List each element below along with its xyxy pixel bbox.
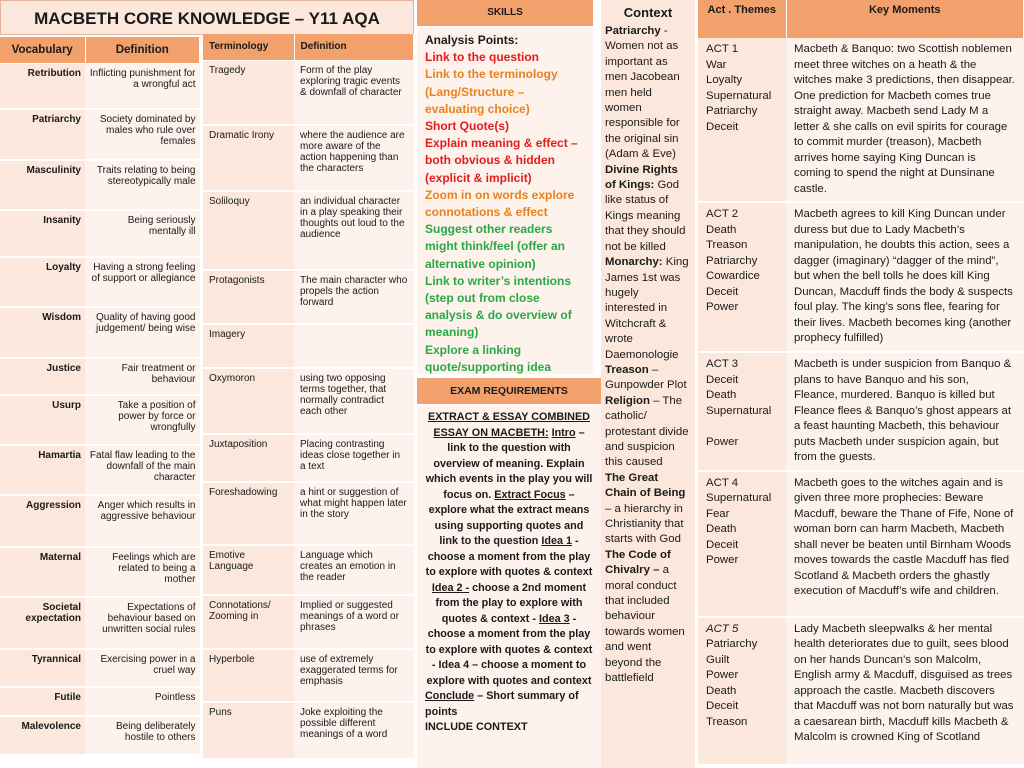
terminology-definition: a hint or suggestion of what might happen later in the story (294, 482, 414, 545)
act-label: ACT 1 (706, 43, 739, 55)
terminology-row (203, 191, 414, 270)
terminology-row (203, 545, 414, 595)
act-label: ACT 3 (706, 358, 739, 370)
terminology-definition: Form of the play exploring tragic events & downfall of character (294, 60, 414, 125)
context-item (605, 394, 691, 471)
vocabulary-definition: Traits relating to being stereotypically male (85, 160, 200, 210)
key-moment-text: Lady Macbeth sleepwalks & her mental health deteriorates due to guilt, sees blood on her hands Duncan’s son Malcolm, English army & Macduff, disguised as trees approach the castle. Macbeth discovers that Macduff was not born naturally but was a caesarean birth, Macduff kills Macbeth & Malcolm is crowned King of Scotland (786, 617, 1024, 765)
context-item (605, 471, 691, 548)
key-moment-row (698, 352, 1024, 471)
theme-label: Death (706, 523, 737, 535)
theme-label: Supernatural (706, 404, 772, 417)
terminology-term: Puns (203, 702, 294, 759)
context-label: The Code of Chivalry – (605, 548, 671, 577)
vocabulary-definition: Having a strong feeling of support or allegiance (85, 257, 200, 307)
terminology-definition: Implied or suggested meanings of a word or phrases (294, 595, 414, 649)
context-text: – The catholic/ protestant divide and suspicion this caused (605, 394, 689, 469)
vocabulary-header: Vocabulary (0, 37, 85, 63)
vocabulary-word: Loyalty (0, 257, 85, 307)
idea3-text: - choose a moment from the play to explore with quotes & context - Idea 4 – choose a moment to explore with quotes and context (425, 612, 593, 687)
theme-label: Power (706, 301, 739, 313)
vocabulary-definition: Pointless (85, 687, 200, 716)
context-label: Treason (605, 363, 649, 376)
context-panel (601, 0, 695, 768)
skill-point: Link to writer’s intentions (step out from close analysis & do overview of meaning) (425, 273, 572, 340)
theme-label: War (706, 58, 727, 71)
terminology-definition: Placing contrasting ideas close together in a text (294, 434, 414, 482)
vocabulary-definition: Take a position of power by force or wrongfully (85, 395, 200, 445)
context-label: Divine Rights of Kings: (605, 163, 678, 192)
vocabulary-word: Patriarchy (0, 109, 85, 160)
intro-label: Intro (551, 426, 576, 439)
key-moments-table (698, 0, 1024, 766)
key-moment-row (698, 471, 1024, 617)
skill-point: Link to the terminology (Lang/Structure – evaluating choice) (425, 67, 558, 116)
vocabulary-word: Maternal (0, 547, 85, 597)
act-label: ACT 4 (706, 476, 739, 489)
terminology-row (203, 368, 414, 434)
act-themes-cell (698, 352, 786, 471)
terminology-term: Connotations/ Zooming in (203, 595, 294, 649)
terminology-term: Oxymoron (203, 368, 294, 434)
vocabulary-row (0, 649, 200, 687)
terminology-term: Emotive Language (203, 545, 294, 595)
theme-label: Loyalty (706, 74, 743, 86)
vocabulary-definition: Inflicting punishment for a wrongful act (85, 63, 200, 109)
vocabulary-definition: Being seriously mentally ill (85, 210, 200, 257)
key-moment-row (698, 38, 1024, 202)
terminology-definition: Language which creates an emotion in the reader (294, 545, 414, 595)
conclude-label: Conclude (425, 690, 475, 702)
vocabulary-row (0, 495, 200, 547)
terminology-row (203, 125, 414, 191)
exam-requirements-header: EXAM REQUIREMENTS (417, 378, 601, 404)
context-text: – Gunpowder Plot (605, 363, 687, 392)
terminology-term: Protagonists (203, 270, 294, 324)
idea1-label: Idea 1 (541, 535, 572, 547)
act-themes-cell (698, 617, 786, 765)
theme-label: Treason (706, 715, 748, 728)
act-label: ACT 5 (706, 622, 739, 635)
vocabulary-row (0, 257, 200, 307)
context-label: Monarchy: (605, 256, 663, 269)
key-moment-row (698, 617, 1024, 765)
extract-label: Extract Focus (494, 488, 566, 501)
context-text: King James 1st was hugely interested in Witchcraft & wrote Daemonologie (605, 256, 689, 361)
context-item (605, 255, 691, 363)
vocabulary-row (0, 597, 200, 649)
terminology-definition: Joke exploiting the possible different meanings of a word (294, 702, 414, 759)
terminology-row (203, 434, 414, 482)
vocabulary-word: Masculinity (0, 160, 85, 210)
theme-label: Deceit (706, 373, 739, 386)
terminology-term: Dramatic Irony (203, 125, 294, 191)
idea3-label: Idea 3 (538, 612, 570, 625)
theme-label: Death (706, 223, 737, 236)
terminology-row (203, 270, 414, 324)
terminology-term: Juxtaposition (203, 434, 294, 482)
key-moments-header: Key Moments (786, 0, 1024, 38)
intro-text: – link to the question with overview of meaning. Explain which events in the play you will focus on. (425, 426, 593, 501)
theme-label: Deceit (706, 285, 739, 298)
theme-label: Death (706, 684, 737, 697)
key-moment-text: Macbeth agrees to kill King Duncan under duress but due to Lady Macbeth’s manipulation, he doubts this action, sees a dagger (imaginary) “dagger of the mind”, but when the bell tolls he does kill King Duncan, Macduff finds the body & suspects foul play. The king’s sons flee, fearing for their lives. Macbeth becomes king (another prophecy fulfilled) (786, 202, 1024, 352)
vocabulary-definition: Society dominated by males who rule over females (85, 109, 200, 160)
skills-panel (417, 28, 593, 374)
vocabulary-word: Retribution (0, 63, 85, 109)
key-moment-text: Macbeth goes to the witches again and is given three more prophecies: Beware Macduff, beware the Thane of Fife, None of woman born can harm Macbeth, Macbeth shall never be beaten until Birnham Woods moves towards the castle Macduff has fled Scotland & Macbeth orders the ghastly execution of Macduff’s wife and children. (786, 471, 1024, 617)
terminology-table (203, 34, 414, 760)
context-text: – a hierarchy in Christianity that starts with God (605, 502, 684, 546)
terminology-term: Tragedy (203, 60, 294, 125)
skill-point: Link to the question (425, 50, 539, 65)
vocabulary-row (0, 445, 200, 495)
vocabulary-row (0, 547, 200, 597)
theme-label: Cowardice (706, 270, 760, 282)
terminology-definition: The main character who propels the action forward (294, 270, 414, 324)
terminology-row (203, 482, 414, 545)
theme-label (706, 419, 778, 435)
act-themes-cell (698, 471, 786, 617)
vocabulary-table (0, 37, 200, 756)
theme-label: Power (706, 435, 739, 448)
idea2-label: Idea 2 - (431, 581, 470, 594)
act-themes-header: Act . Themes (698, 0, 786, 38)
skill-point: Explain meaning & effect – both obvious & hidden (explicit & implicit) (425, 136, 578, 185)
terminology-row (203, 649, 414, 702)
act-label: ACT 2 (706, 208, 739, 220)
vocabulary-definition: Fair treatment or behaviour (85, 358, 200, 395)
theme-label: Treason (706, 239, 748, 251)
terminology-row (203, 702, 414, 759)
vocabulary-word: Futile (0, 687, 85, 716)
theme-label: Deceit (706, 120, 739, 133)
vocabulary-row (0, 109, 200, 160)
vocabulary-word: Aggression (0, 495, 85, 547)
theme-label: Deceit (706, 700, 739, 712)
context-label: Religion (605, 394, 650, 407)
idea1-text: - choose a moment from the play to explore with quotes & context (425, 535, 593, 578)
exam-requirements-panel (417, 406, 601, 768)
terminology-term: Hyperbole (203, 649, 294, 702)
vocabulary-row (0, 160, 200, 210)
vocabulary-word: Societal expectation (0, 597, 85, 649)
context-item (605, 548, 691, 687)
vocabulary-row (0, 210, 200, 257)
extract-text: – explore what the extract means using supporting quotes and link to the question (428, 488, 590, 547)
theme-label: Supernatural (706, 492, 772, 504)
theme-label: Deceit (706, 538, 739, 551)
vocabulary-definition: Expectations of behaviour based on unwritten social rules (85, 597, 200, 649)
vocabulary-definition: Quality of having good judgement/ being wise (85, 307, 200, 358)
context-label: The Great Chain of Being (605, 471, 686, 500)
terminology-row (203, 324, 414, 368)
vocabulary-word: Insanity (0, 210, 85, 257)
vocabulary-row (0, 716, 200, 755)
include-context: INCLUDE CONTEXT (425, 721, 528, 733)
page-title: MACBETH CORE KNOWLEDGE – Y11 AQA (0, 0, 414, 35)
vocabulary-row (0, 395, 200, 445)
act-themes-cell (698, 202, 786, 352)
theme-label: Patriarchy (706, 105, 758, 117)
context-label: Patriarchy (605, 25, 661, 37)
vocabulary-word: Wisdom (0, 307, 85, 358)
vocabulary-definition: Exercising power in a cruel way (85, 649, 200, 687)
theme-label: Patriarchy (706, 638, 758, 650)
theme-label: Supernatural (706, 89, 772, 102)
terminology-definition (294, 324, 414, 368)
context-item (605, 363, 691, 394)
terminology-definition: use of extremely exaggerated terms for emphasis (294, 649, 414, 702)
context-item (605, 24, 691, 163)
vocabulary-row (0, 63, 200, 109)
vocabulary-definition-header: Definition (85, 37, 200, 63)
terminology-row (203, 595, 414, 649)
context-title: Context (623, 5, 673, 20)
vocabulary-definition: Feelings which are related to being a mother (85, 547, 200, 597)
vocabulary-row (0, 358, 200, 395)
theme-label: Power (706, 554, 739, 566)
terminology-definition: an individual character in a play speaking their thoughts out loud to the audience (294, 191, 414, 270)
skill-point: Explore a linking quote/supporting idea (425, 342, 551, 374)
theme-label: Guilt (706, 653, 730, 666)
exam-heading: EXTRACT & ESSAY COMBINED ESSAY ON MACBETH: (428, 411, 590, 439)
theme-label: Power (706, 669, 739, 681)
key-moment-text: Macbeth is under suspicion from Banquo & plans to have Banquo and his son, Fleance, murdered. Banquo is killed but Fleance flees & Banquo’s ghost appears at a feast haunting Macbeth, this behaviour puts Macbeth under suspicion again, but from the guests. (786, 352, 1024, 471)
context-text: God like status of Kings meaning that they should not be killed (605, 179, 686, 253)
theme-label: Death (706, 389, 737, 401)
terminology-header: Terminology (203, 34, 294, 60)
terminology-row (203, 60, 414, 125)
key-moment-text: Macbeth & Banquo: two Scottish noblemen meet three witches on a heath & the witches make 3 predictions, then disappear. One prediction for Macbeth comes true straight away. Macbeth send Lady M a letter & she calls on evil spirits for courage to commit murder (treason), Macbeth arrives home saying King Duncan is coming to spend the night at Dunsinane castle. (786, 38, 1024, 202)
theme-label: Fear (706, 507, 730, 520)
context-text: - Women not as important as men Jacobean men held women responsible for the original sin (Adam & Eve) (605, 25, 680, 161)
terminology-definition: using two opposing terms together, that normally contradict each other (294, 368, 414, 434)
vocabulary-definition: Being deliberately hostile to others (85, 716, 200, 755)
vocabulary-word: Tyrannical (0, 649, 85, 687)
vocabulary-word: Usurp (0, 395, 85, 445)
skill-point: Zoom in on words explore connotations & effect (425, 187, 575, 220)
terminology-term: Imagery (203, 324, 294, 368)
vocabulary-definition: Anger which results in aggressive behaviour (85, 495, 200, 547)
skill-point: Suggest other readers might think/feel (offer an alternative opinion) (425, 222, 566, 271)
skill-point: Short Quote(s) (425, 119, 509, 134)
context-item (605, 163, 691, 255)
terminology-term: Soliloquy (203, 191, 294, 270)
act-themes-cell (698, 38, 786, 202)
vocabulary-row (0, 687, 200, 716)
vocabulary-word: Justice (0, 358, 85, 395)
analysis-points-heading: Analysis Points: (425, 33, 519, 47)
idea2-text: choose a 2nd moment from the play to explore with quotes & context - (435, 581, 587, 625)
terminology-term: Foreshadowing (203, 482, 294, 545)
terminology-definition-header: Definition (294, 34, 414, 60)
vocabulary-word: Hamartia (0, 445, 85, 495)
skills-header: SKILLS (417, 0, 593, 26)
key-moment-row (698, 202, 1024, 352)
vocabulary-word: Malevolence (0, 716, 85, 755)
terminology-definition: where the audience are more aware of the action happening than the characters (294, 125, 414, 191)
vocabulary-definition: Fatal flaw leading to the downfall of the main character (85, 445, 200, 495)
theme-label: Patriarchy (706, 254, 758, 267)
conclude-text: – Short summary of points (425, 690, 579, 718)
vocabulary-row (0, 307, 200, 358)
context-text: a moral conduct that included behaviour towards women and went beyond the battlefield (605, 564, 685, 685)
